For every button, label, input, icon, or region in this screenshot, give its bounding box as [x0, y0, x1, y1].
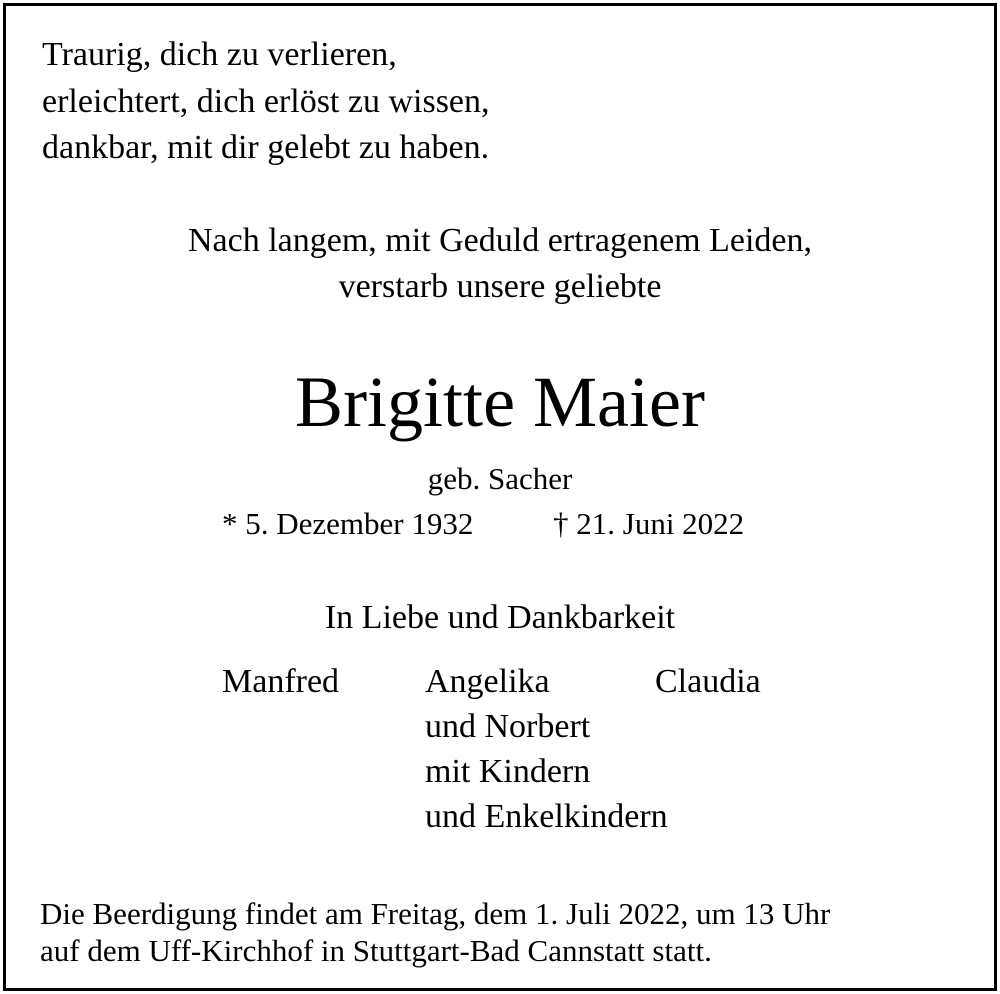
maiden-name: geb. Sacher: [427, 461, 573, 496]
verse-line-2: erleichtert, dich erlöst zu wissen,: [42, 83, 490, 120]
mourner-manfred: Manfred: [222, 663, 340, 700]
mourner-children: mit Kindern: [425, 753, 591, 790]
funeral-line-2: auf dem Uff-Kirchhof in Stuttgart-Bad Cannstatt statt.: [40, 933, 712, 968]
mourner-angelika: Angelika: [425, 663, 550, 700]
mourner-claudia: Claudia: [655, 663, 761, 700]
intro-line-2: verstarb unsere geliebte: [338, 268, 662, 305]
mourner-grandchildren: und Enkelkindern: [425, 798, 668, 835]
birth-date: * 5. Dezember 1932: [222, 506, 474, 541]
deceased-name: Brigitte Maier: [295, 362, 705, 442]
death-date: † 21. Juni 2022: [553, 506, 745, 541]
closing-line: In Liebe und Dankbarkeit: [324, 599, 676, 636]
verse-line-3: dankbar, mit dir gelebt zu haben.: [42, 129, 490, 166]
mourner-norbert: und Norbert: [425, 708, 591, 745]
verse-line-1: Traurig, dich zu verlieren,: [42, 36, 397, 73]
funeral-line-1: Die Beerdigung findet am Freitag, dem 1. Juli 2022, um 13 Uhr: [40, 896, 831, 931]
intro-line-1: Nach langem, mit Geduld ertragenem Leiden,: [187, 222, 813, 259]
